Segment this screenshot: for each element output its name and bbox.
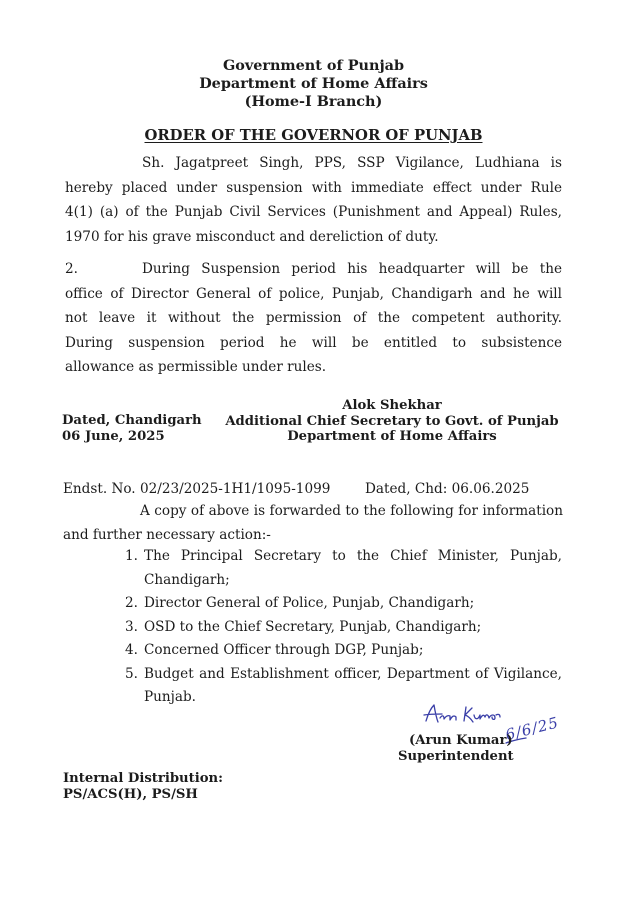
copy-forward-paragraph	[63, 500, 563, 547]
paragraph-2-line-4: During suspension period he will be entitled to subsistence	[65, 334, 562, 351]
internal-distribution-label: Internal Distribution:	[63, 771, 224, 786]
distribution-item	[125, 616, 562, 640]
signatory-block	[398, 733, 514, 765]
signature-stroke-umar	[474, 714, 500, 719]
officer-designation: Additional Chief Secretary to Govt. of Punjab	[225, 413, 559, 429]
header-government: Government of Punjab	[222, 57, 405, 74]
officer-name: Alok Shekhar	[342, 398, 442, 413]
distribution-list	[125, 545, 562, 710]
endorsement-date: Dated, Chd: 06.06.2025	[365, 481, 530, 497]
distribution-index: 4.	[125, 642, 138, 658]
paragraph-1-line-2: hereby placed under suspension with immediate effect under Rule	[65, 179, 562, 196]
paragraph-2-number: 2.	[65, 261, 78, 277]
order-dated	[62, 413, 202, 444]
distribution-text-cont: Chandigarh;	[144, 571, 230, 588]
distribution-text: Concerned Officer through DGP, Punjab;	[144, 642, 424, 658]
internal-distribution	[63, 771, 223, 803]
paragraph-2	[65, 257, 562, 380]
header-department: Department of Home Affairs	[199, 75, 428, 92]
copy-forward-line-1: A copy of above is forwarded to the following for information	[140, 503, 563, 519]
distribution-text: OSD to the Chief Secretary, Punjab, Chandigarh;	[144, 618, 482, 635]
signature-stroke-A	[424, 705, 442, 722]
distribution-text: The Principal Secretary to the Chief Minister, Punjab,	[144, 548, 562, 564]
signatory-name: (Arun Kumar)	[409, 733, 513, 748]
paragraph-2-line-1: During Suspension period his headquarter will be the	[142, 261, 562, 277]
dated-date: 06 June, 2025	[62, 428, 165, 444]
header-branch: (Home-I Branch)	[244, 93, 383, 110]
distribution-index: 2.	[125, 595, 138, 611]
distribution-index: 3.	[125, 618, 138, 635]
issuing-officer	[222, 398, 562, 445]
document-header	[0, 57, 627, 111]
officer-department: Department of Home Affairs	[287, 429, 497, 444]
paragraph-1-line-4: 1970 for his grave misconduct and dereliction of duty.	[65, 228, 439, 245]
paragraph-1-line-3: 4(1) (a) of the Punjab Civil Services (Punishment and Appeal) Rules,	[65, 204, 562, 221]
paragraph-2-line-2: office of Director General of police, Punjab, Chandigarh and he will	[65, 285, 562, 302]
copy-forward-line-2: and further necessary action:-	[63, 526, 271, 543]
endorsement-number: Endst. No. 02/23/2025-1H1/1095-1099	[63, 481, 331, 497]
distribution-text-cont: Punjab.	[144, 689, 196, 705]
distribution-item	[125, 592, 562, 616]
paragraph-2-line-5: allowance as permissible under rules.	[65, 359, 327, 376]
internal-distribution-recipients: PS/ACS(H), PS/SH	[63, 787, 198, 802]
signatory-designation: Superintendent	[398, 749, 514, 764]
paragraph-2-line-3: not leave it without the permission of the competent authority.	[65, 310, 562, 327]
signature-stroke-K	[464, 707, 473, 722]
distribution-text: Budget and Establishment officer, Department of Vigilance,	[144, 665, 562, 682]
distribution-index: 1.	[125, 548, 138, 564]
distribution-item	[125, 639, 562, 663]
paragraph-1	[65, 151, 562, 249]
signature-stroke-run	[440, 716, 456, 720]
distribution-text: Director General of Police, Punjab, Chandigarh;	[144, 595, 475, 611]
handwritten-date: 6/6/25	[503, 713, 561, 744]
order-title: ORDER OF THE GOVERNOR OF PUNJAB	[144, 127, 483, 144]
distribution-item	[125, 545, 562, 592]
paragraph-1-line-1: Sh. Jagatpreet Singh, PPS, SSP Vigilance, Ludhiana is	[142, 155, 562, 171]
dated-place: Dated, Chandigarh	[62, 413, 202, 428]
distribution-index: 5.	[125, 665, 138, 682]
endorsement-line	[63, 477, 563, 501]
